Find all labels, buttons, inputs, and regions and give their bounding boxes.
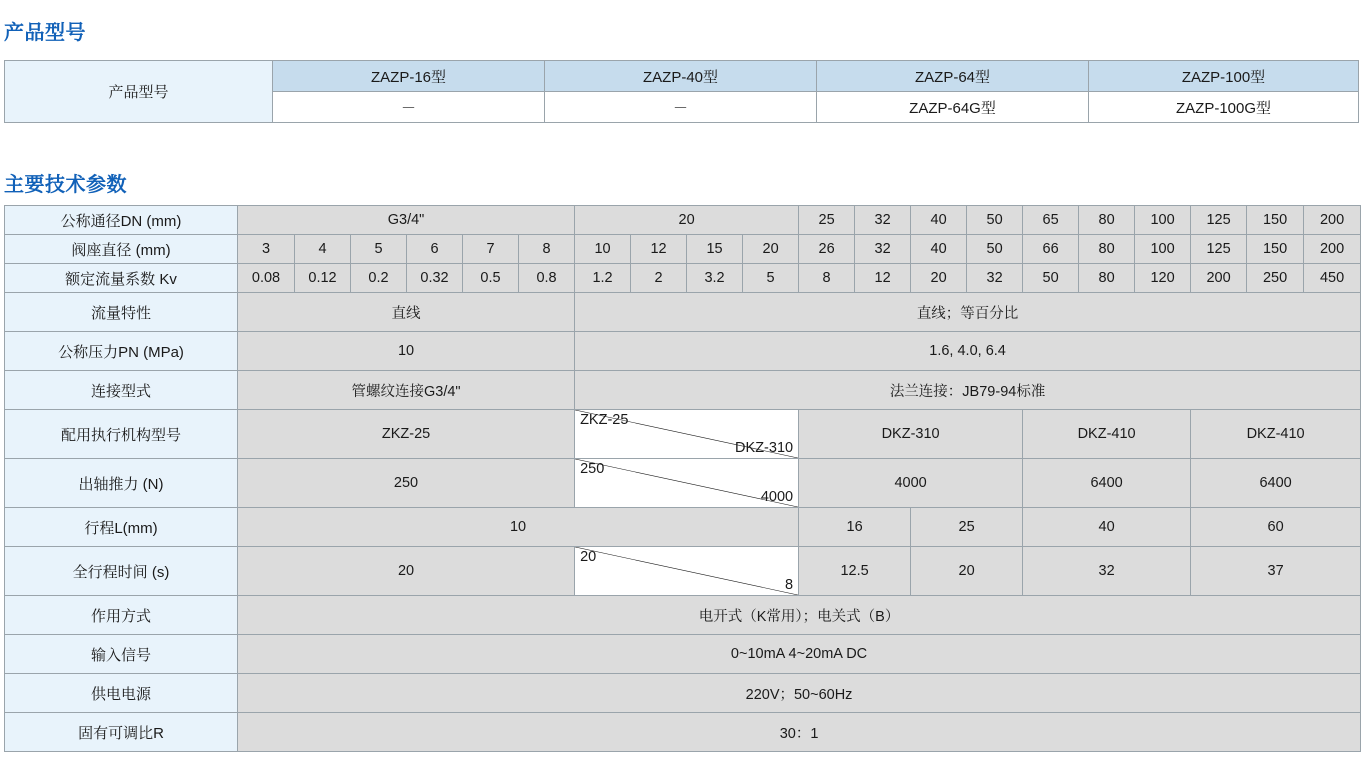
dn-value: 40 — [911, 206, 967, 235]
row-label-rangeability: 固有可调比R — [5, 713, 238, 752]
kv-value: 32 — [967, 264, 1023, 293]
seat-value: 6 — [407, 235, 463, 264]
kv-value: 120 — [1135, 264, 1191, 293]
thrust-4: 6400 — [1023, 459, 1191, 508]
row-label-input-signal: 输入信号 — [5, 635, 238, 674]
flow-characteristic-right: 直线；等百分比 — [575, 293, 1361, 332]
dn-value: 125 — [1191, 206, 1247, 235]
kv-value: 0.32 — [407, 264, 463, 293]
model-header-3: ZAZP-64型 — [817, 61, 1089, 92]
model-sub-1: － — [273, 92, 545, 123]
actuator-model-3: DKZ-310 — [799, 410, 1023, 459]
action-mode-value: 电开式（K常用）；电关式（B） — [238, 596, 1361, 635]
kv-value: 450 — [1304, 264, 1361, 293]
actuator-model-split — [575, 410, 799, 459]
table-row — [5, 596, 1361, 635]
seat-value: 15 — [687, 235, 743, 264]
dn-g34: G3/4" — [238, 206, 575, 235]
kv-value: 0.2 — [351, 264, 407, 293]
connection-right: 法兰连接：JB79-94标准 — [575, 371, 1361, 410]
connection-left: 管螺纹连接G3/4" — [238, 371, 575, 410]
dn-20: 20 — [575, 206, 799, 235]
kv-value: 3.2 — [687, 264, 743, 293]
diagonal-divider-icon — [575, 547, 798, 595]
seat-value: 125 — [1191, 235, 1247, 264]
kv-value: 0.08 — [238, 264, 295, 293]
dn-value: 50 — [967, 206, 1023, 235]
model-sub-3: ZAZP-64G型 — [817, 92, 1089, 123]
seat-value: 200 — [1304, 235, 1361, 264]
kv-value: 0.5 — [463, 264, 519, 293]
seat-value: 66 — [1023, 235, 1079, 264]
kv-value: 12 — [855, 264, 911, 293]
kv-value: 20 — [911, 264, 967, 293]
actuator-model-1: ZKZ-25 — [238, 410, 575, 459]
row-label-connection: 连接型式 — [5, 371, 238, 410]
dn-value: 150 — [1247, 206, 1304, 235]
thrust-split-bottom: 4000 — [760, 489, 794, 505]
power-supply-value: 220V；50~60Hz — [238, 674, 1361, 713]
row-label-action-mode: 作用方式 — [5, 596, 238, 635]
thrust-split-top: 250 — [580, 461, 605, 477]
table-row — [5, 635, 1361, 674]
table-row — [5, 713, 1361, 752]
technical-parameters-table — [4, 205, 1361, 752]
time-split-bottom: 8 — [785, 577, 794, 593]
stroke-value: 25 — [911, 508, 1023, 547]
seat-value: 8 — [519, 235, 575, 264]
seat-value: 10 — [575, 235, 631, 264]
table-row — [5, 61, 1359, 92]
seat-value: 7 — [463, 235, 519, 264]
rangeability-value: 30：1 — [238, 713, 1361, 752]
table-row — [5, 410, 1361, 459]
row-label-seat-diameter: 阀座直径 (mm) — [5, 235, 238, 264]
row-label-full-stroke-time: 全行程时间 (s) — [5, 547, 238, 596]
thrust-3: 4000 — [799, 459, 1023, 508]
dn-value: 25 — [799, 206, 855, 235]
kv-value: 80 — [1079, 264, 1135, 293]
actuator-model-4: DKZ-410 — [1023, 410, 1191, 459]
pn-left: 10 — [238, 332, 575, 371]
product-model-table — [4, 60, 1359, 123]
seat-value: 26 — [799, 235, 855, 264]
time-split — [575, 547, 799, 596]
kv-value: 200 — [1191, 264, 1247, 293]
seat-value: 150 — [1247, 235, 1304, 264]
seat-value: 50 — [967, 235, 1023, 264]
actuator-model-split-bottom: DKZ-310 — [735, 440, 794, 456]
stroke-value: 40 — [1023, 508, 1191, 547]
table-row — [5, 332, 1361, 371]
flow-characteristic-left: 直线 — [238, 293, 575, 332]
table-row — [5, 235, 1361, 264]
model-header-4: ZAZP-100型 — [1089, 61, 1359, 92]
table-row — [5, 371, 1361, 410]
table-row — [5, 264, 1361, 293]
kv-value: 1.2 — [575, 264, 631, 293]
kv-value: 5 — [743, 264, 799, 293]
row-label-pn: 公称压力PN (MPa) — [5, 332, 238, 371]
table-row — [5, 674, 1361, 713]
row-label-kv: 额定流量系数 Kv — [5, 264, 238, 293]
pn-right: 1.6, 4.0, 6.4 — [575, 332, 1361, 371]
dn-value: 200 — [1304, 206, 1361, 235]
page-title-params: 主要技术参数 — [4, 174, 127, 196]
time-value: 12.5 — [799, 547, 911, 596]
row-label-actuator-model: 配用执行机构型号 — [5, 410, 238, 459]
time-value: 37 — [1191, 547, 1361, 596]
table-row — [5, 293, 1361, 332]
seat-value: 12 — [631, 235, 687, 264]
model-sub-2: － — [545, 92, 817, 123]
actuator-model-5: DKZ-410 — [1191, 410, 1361, 459]
kv-value: 8 — [799, 264, 855, 293]
actuator-model-split-top: ZKZ-25 — [580, 412, 629, 428]
seat-value: 4 — [295, 235, 351, 264]
kv-value: 250 — [1247, 264, 1304, 293]
time-value: 20 — [911, 547, 1023, 596]
model-header-2: ZAZP-40型 — [545, 61, 817, 92]
seat-value: 3 — [238, 235, 295, 264]
kv-value: 0.12 — [295, 264, 351, 293]
table-row — [5, 459, 1361, 508]
thrust-1: 250 — [238, 459, 575, 508]
model-header-1: ZAZP-16型 — [273, 61, 545, 92]
time-value: 32 — [1023, 547, 1191, 596]
model-row-header: 产品型号 — [5, 61, 273, 123]
dn-value: 32 — [855, 206, 911, 235]
stroke-value: 60 — [1191, 508, 1361, 547]
stroke-1: 10 — [238, 508, 799, 547]
table-row — [5, 508, 1361, 547]
seat-value: 80 — [1079, 235, 1135, 264]
row-label-output-thrust: 出轴推力 (N) — [5, 459, 238, 508]
thrust-5: 6400 — [1191, 459, 1361, 508]
seat-value: 32 — [855, 235, 911, 264]
seat-value: 5 — [351, 235, 407, 264]
thrust-split — [575, 459, 799, 508]
row-label-power-supply: 供电电源 — [5, 674, 238, 713]
kv-value: 0.8 — [519, 264, 575, 293]
table-row — [5, 206, 1361, 235]
time-1: 20 — [238, 547, 575, 596]
dn-value: 80 — [1079, 206, 1135, 235]
row-label-flow-characteristic: 流量特性 — [5, 293, 238, 332]
stroke-value: 16 — [799, 508, 911, 547]
row-label-stroke: 行程L(mm) — [5, 508, 238, 547]
model-sub-4: ZAZP-100G型 — [1089, 92, 1359, 123]
seat-value: 100 — [1135, 235, 1191, 264]
time-split-top: 20 — [580, 549, 597, 565]
seat-value: 20 — [743, 235, 799, 264]
kv-value: 50 — [1023, 264, 1079, 293]
kv-value: 2 — [631, 264, 687, 293]
row-label-dn: 公称通径DN (mm) — [5, 206, 238, 235]
seat-value: 40 — [911, 235, 967, 264]
page-title-model: 产品型号 — [4, 22, 86, 44]
dn-value: 65 — [1023, 206, 1079, 235]
input-signal-value: 0~10mA 4~20mA DC — [238, 635, 1361, 674]
dn-value: 100 — [1135, 206, 1191, 235]
table-row — [5, 547, 1361, 596]
